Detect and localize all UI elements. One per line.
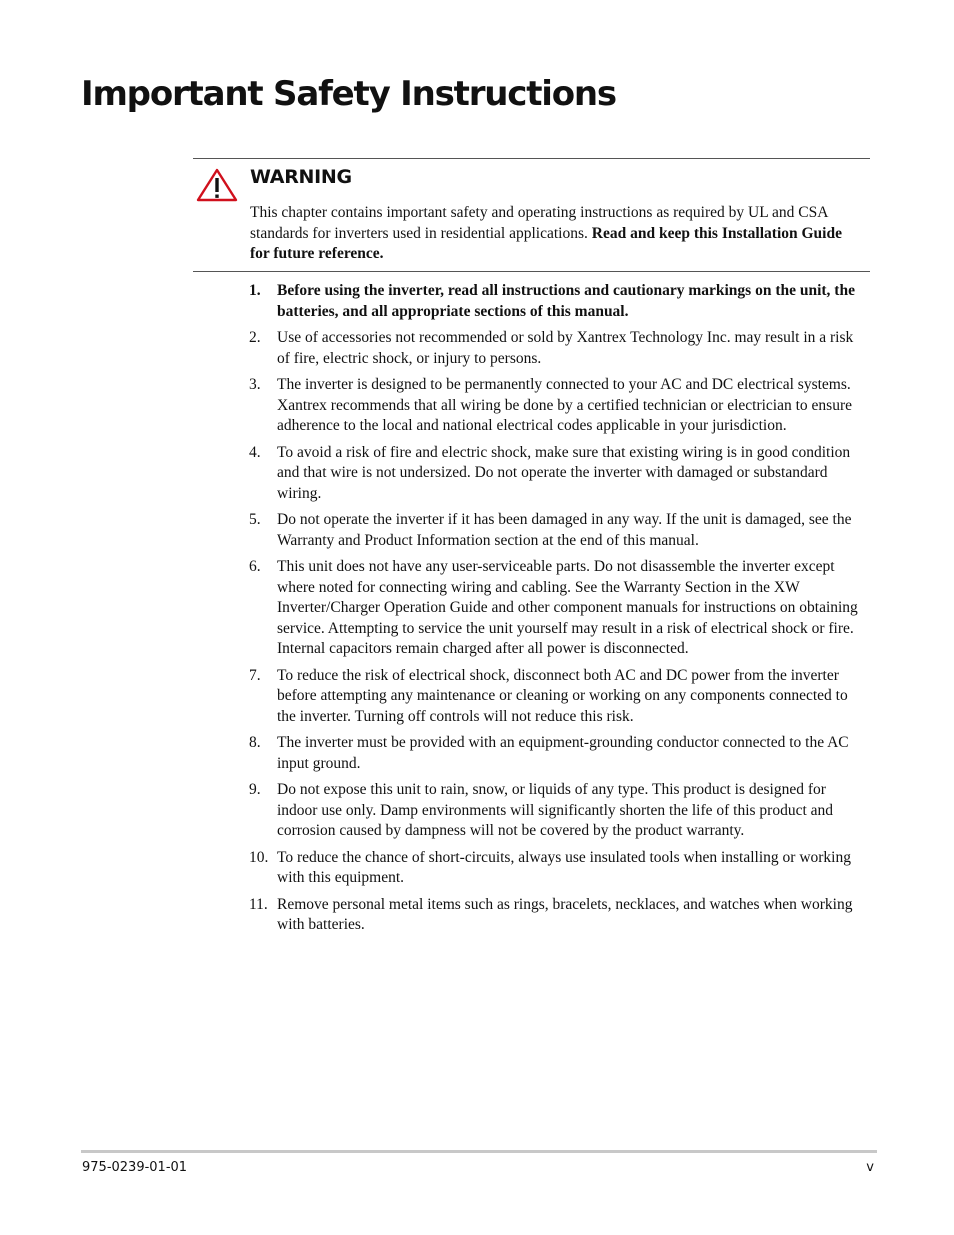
list-item-number: 5.	[249, 511, 261, 528]
list-item-text: This unit does not have any user-serviceable parts. Do not disassemble the inverter except where noted for connecting wiring and cabling. See the Warranty Section in the XW Inverter/Charger Operation Guide and other component manuals for instructions on obtaining service. Attempting to service the unit yourself may result in a risk of electrical shock or fire. Internal capacitors remain charged after all power is disconnected.	[277, 558, 858, 657]
warning-text	[250, 203, 862, 265]
footer-page-number: v	[866, 1160, 874, 1175]
footer-doc-number: 975-0239-01-01	[82, 1160, 188, 1175]
list-item-text: Before using the inverter, read all instructions and cautionary markings on the unit, the batteries, and all appropriate sections of this manual.	[277, 282, 855, 320]
list-item-number: 6.	[249, 558, 261, 575]
warning-heading: WARNING	[250, 166, 352, 188]
list-item	[249, 848, 869, 889]
list-item	[249, 733, 869, 774]
list-item-number: 2.	[249, 329, 261, 346]
warning-text-bold: Read and keep this Installation Guide for future reference.	[250, 224, 842, 262]
list-item-number: 3.	[249, 376, 261, 393]
list-item	[249, 510, 869, 551]
list-item	[249, 557, 869, 660]
footer-divider	[81, 1150, 877, 1153]
list-item	[249, 281, 869, 322]
warning-text-plain: This chapter contains important safety and operating instructions as required by UL and CSA standards for inverters used in residential applications.	[250, 204, 828, 242]
safety-instructions-list	[249, 281, 869, 942]
list-item-number: 7.	[249, 666, 261, 684]
page-title: Important Safety Instructions	[81, 74, 616, 114]
list-item-text: Use of accessories not recommended or sold by Xantrex Technology Inc. may result in a risk of fire, electric shock, or injury to persons.	[277, 329, 854, 367]
list-item	[249, 443, 869, 505]
list-item-text: The inverter is designed to be permanently connected to your AC and DC electrical systems. Xantrex recommends that all wiring be done by a certified technician or electrician to ensure adherence to the local and national electrical codes applicable in your jurisdiction.	[277, 376, 852, 434]
list-item-number: 10.	[249, 848, 269, 866]
list-item-number: 4.	[249, 443, 261, 461]
list-item	[249, 375, 869, 437]
list-item	[249, 328, 869, 369]
list-item-number: 8.	[249, 734, 261, 751]
list-item	[249, 666, 869, 728]
warning-box	[193, 158, 870, 272]
list-item-number: 9.	[249, 781, 261, 798]
list-item-text: Do not expose this unit to rain, snow, or liquids of any type. This product is designed for indoor use only. Damp environments will significantly shorten the life of this product and corrosion caused by dampness will not be covered by the product warranty.	[277, 781, 834, 839]
list-item	[249, 780, 869, 842]
list-item	[249, 895, 869, 936]
list-item-text: Remove personal metal items such as rings, bracelets, necklaces, and watches when working with batteries.	[277, 895, 853, 933]
list-item-number: 1.	[249, 282, 261, 299]
list-item-text: To reduce the chance of short-circuits, always use insulated tools when installing or working with this equipment.	[277, 848, 851, 886]
list-item-text: To reduce the risk of electrical shock, disconnect both AC and DC power from the inverter before attempting any maintenance or cleaning or working on any components connected to the inverter. Turning off controls will not reduce this risk.	[277, 666, 848, 725]
list-item-text: To avoid a risk of fire and electric shock, make sure that existing wiring is in good condition and that wire is not undersized. Do not operate the inverter with damaged or substandard wiring.	[277, 443, 851, 502]
list-item-text: Do not operate the inverter if it has been damaged in any way. If the unit is damaged, see the Warranty and Product Information section at the end of this manual.	[277, 511, 852, 549]
warning-triangle-icon	[196, 168, 238, 202]
list-item-number: 11.	[249, 895, 268, 913]
list-item-text: The inverter must be provided with an equipment-grounding conductor connected to the AC input ground.	[277, 734, 849, 772]
